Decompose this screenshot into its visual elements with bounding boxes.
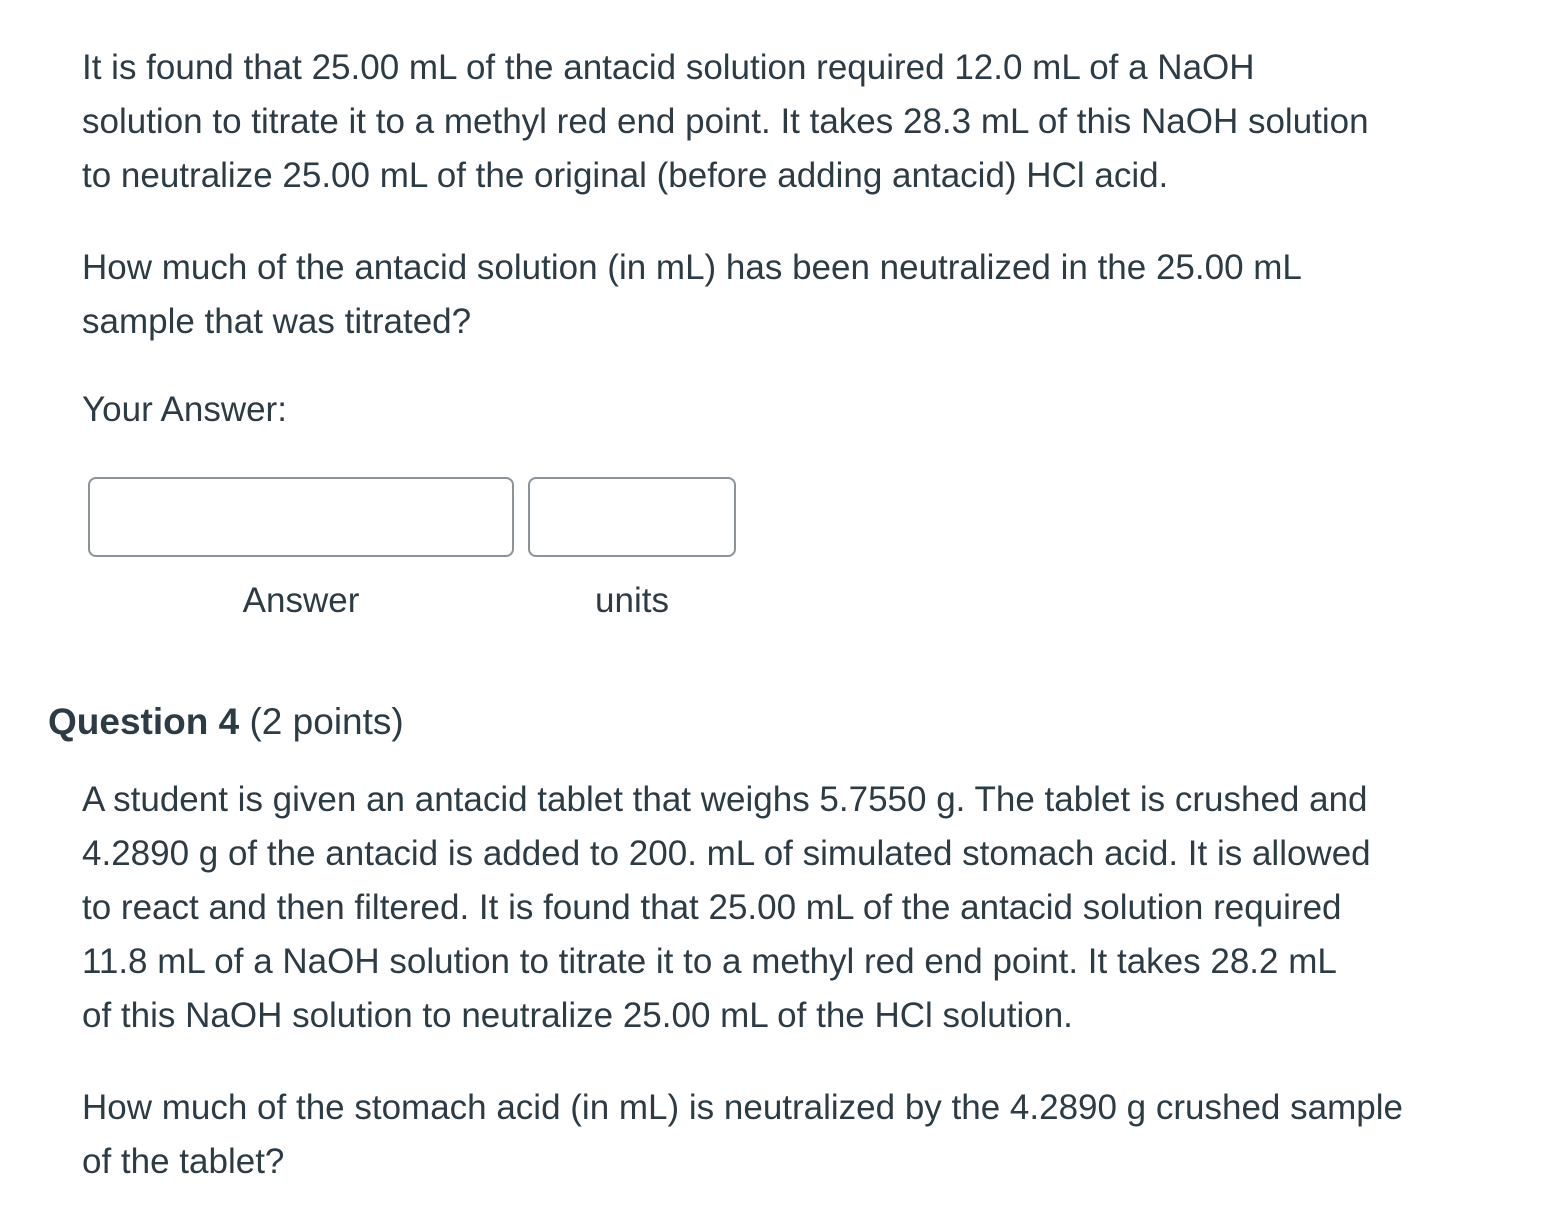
answer-input-label: Answer: [242, 581, 360, 620]
text-line: to react and then filtered. It is found that 25.00 mL of the antacid solution required: [82, 888, 1342, 927]
text-line: to neutralize 25.00 mL of the original (before adding antacid) HCl acid.: [82, 156, 1169, 195]
text-line: A student is given an antacid tablet that weighs 5.7550 g. The tablet is crushed and: [82, 780, 1368, 819]
question-3-description: [82, 41, 1532, 203]
question-4-description: [82, 773, 1532, 1043]
text-line: It is found that 25.00 mL of the antacid solution required 12.0 mL of a NaOH: [82, 48, 1255, 87]
text-line: solution to titrate it to a methyl red end point. It takes 28.3 mL of this NaOH solution: [82, 102, 1369, 141]
question-points: (2 points): [249, 701, 404, 742]
text-line: 4.2890 g of the antacid is added to 200. mL of simulated stomach acid. It is allowed: [82, 834, 1371, 873]
question-3-prompt: [82, 241, 1532, 349]
question-4-heading: [48, 698, 404, 746]
question-title: Question 4: [48, 701, 240, 742]
units-input[interactable]: [528, 477, 736, 557]
text-line: sample that was titrated?: [82, 302, 472, 341]
text-line: How much of the stomach acid (in mL) is neutralized by the 4.2890 g crushed sample: [82, 1088, 1403, 1127]
text-line: 11.8 mL of a NaOH solution to titrate it to a methyl red end point. It takes 28.2 mL: [82, 942, 1337, 981]
question-4-prompt: [82, 1081, 1532, 1189]
text-line: of the tablet?: [82, 1142, 285, 1181]
text-line: of this NaOH solution to neutralize 25.00 mL of the HCl solution.: [82, 996, 1073, 1035]
answer-input[interactable]: [88, 477, 514, 557]
text-line: How much of the antacid solution (in mL) has been neutralized in the 25.00 mL: [82, 248, 1302, 287]
units-input-label: units: [595, 581, 669, 620]
your-answer-label: Your Answer:: [82, 390, 287, 429]
